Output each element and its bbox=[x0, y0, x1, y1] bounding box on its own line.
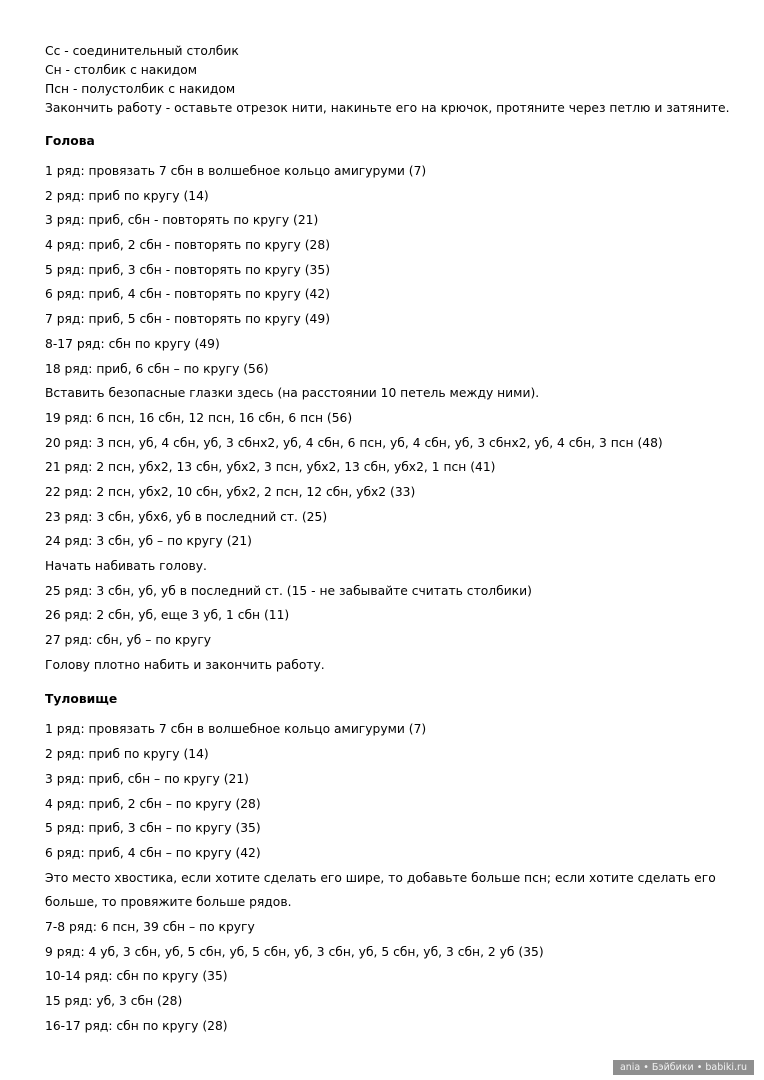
pattern-row: 24 ряд: 3 сбн, уб – по кругу (21) bbox=[45, 534, 252, 549]
pattern-note: Начать набивать голову. bbox=[45, 559, 207, 573]
pattern-row: 8-17 ряд: сбн по кругу (49) bbox=[45, 336, 220, 351]
pattern-row: 16-17 ряд: сбн по кругу (28) bbox=[45, 1018, 228, 1033]
pattern-note: Голову плотно набить и закончить работу. bbox=[45, 657, 325, 672]
body-section bbox=[45, 689, 745, 1038]
pattern-row: 22 ряд: 2 псн, убх2, 10 сбн, убх2, 2 псн, 12 сбн, убх2 (33) bbox=[45, 484, 416, 499]
document-page bbox=[45, 42, 745, 1038]
body-section-title: Туловище bbox=[45, 692, 118, 707]
pattern-note: Вставить безопасные глазки здесь (на расстоянии 10 петель между ними). bbox=[45, 386, 540, 401]
pattern-row: 2 ряд: приб по кругу (14) bbox=[45, 747, 209, 762]
pattern-row: 10-14 ряд: сбн по кругу (35) bbox=[45, 969, 228, 984]
pattern-row: 15 ряд: уб, 3 сбн (28) bbox=[45, 994, 183, 1009]
pattern-row: 7 ряд: приб, 5 сбн - повторять по кругу (49) bbox=[45, 312, 330, 327]
head-section-title: Голова bbox=[45, 134, 95, 148]
pattern-row: 3 ряд: приб, сбн – по кругу (21) bbox=[45, 771, 249, 786]
pattern-row: 26 ряд: 2 сбн, уб, еще 3 уб, 1 сбн (11) bbox=[45, 608, 290, 623]
pattern-row: 4 ряд: приб, 2 сбн – по кругу (28) bbox=[45, 796, 261, 811]
pattern-row: 1 ряд: провязать 7 сбн в волшебное кольцо амигуруми (7) bbox=[45, 722, 427, 737]
pattern-row: 3 ряд: приб, сбн - повторять по кругу (21) bbox=[45, 213, 319, 228]
abbreviation-line: Сн - столбик с накидом bbox=[45, 63, 198, 77]
abbreviations-block bbox=[45, 42, 745, 118]
pattern-row: 20 ряд: 3 псн, уб, 4 сбн, уб, 3 сбнх2, уб, 4 сбн, 6 псн, уб, 4 сбн, уб, 3 сбнх2, уб, 4 сбн, 3 псн (48) bbox=[45, 435, 663, 450]
abbreviation-line: Псн - полустолбик с накидом bbox=[45, 82, 236, 96]
pattern-row: 19 ряд: 6 псн, 16 сбн, 12 псн, 16 сбн, 6 псн (56) bbox=[45, 410, 353, 425]
pattern-row: 27 ряд: сбн, уб – по кругу bbox=[45, 633, 212, 648]
pattern-row: 5 ряд: приб, 3 сбн - повторять по кругу (35) bbox=[45, 262, 330, 277]
pattern-row: 21 ряд: 2 псн, убх2, 13 сбн, убх2, 3 псн, убх2, 13 сбн, убх2, 1 псн (41) bbox=[45, 460, 496, 475]
pattern-row: 18 ряд: приб, 6 сбн – по кругу (56) bbox=[45, 361, 269, 376]
head-section bbox=[45, 131, 745, 677]
pattern-row: 25 ряд: 3 сбн, уб, уб в последний ст. (15 - не забывайте считать столбики) bbox=[45, 583, 532, 598]
pattern-row: 7-8 ряд: 6 псн, 39 сбн – по кругу bbox=[45, 919, 255, 934]
pattern-row: 1 ряд: провязать 7 сбн в волшебное кольцо амигуруми (7) bbox=[45, 164, 427, 178]
pattern-row: 9 ряд: 4 уб, 3 сбн, уб, 5 сбн, уб, 5 сбн, уб, 3 сбн, уб, 5 сбн, уб, 3 сбн, 2 уб (35) bbox=[45, 944, 544, 959]
pattern-note: Это место хвостика, если хотите сделать его шире, то добавьте больше псн; если хотите сделать его больше, то провяжите больше рядов. bbox=[45, 870, 716, 910]
pattern-row: 23 ряд: 3 сбн, убх6, уб в последний ст. (25) bbox=[45, 509, 328, 524]
site-watermark: ania • Бэйбики • babiki.ru bbox=[613, 1060, 754, 1075]
pattern-row: 6 ряд: приб, 4 сбн – по кругу (42) bbox=[45, 845, 261, 860]
pattern-row: 4 ряд: приб, 2 сбн - повторять по кругу (28) bbox=[45, 238, 330, 253]
abbreviation-line: Сс - соединительный столбик bbox=[45, 44, 239, 58]
pattern-row: 5 ряд: приб, 3 сбн – по кругу (35) bbox=[45, 821, 261, 836]
pattern-row: 2 ряд: приб по кругу (14) bbox=[45, 188, 209, 203]
abbreviation-line: Закончить работу - оставьте отрезок нити, накиньте его на крючок, протяните через петлю и затяните. bbox=[45, 101, 730, 115]
pattern-row: 6 ряд: приб, 4 сбн - повторять по кругу (42) bbox=[45, 287, 330, 302]
